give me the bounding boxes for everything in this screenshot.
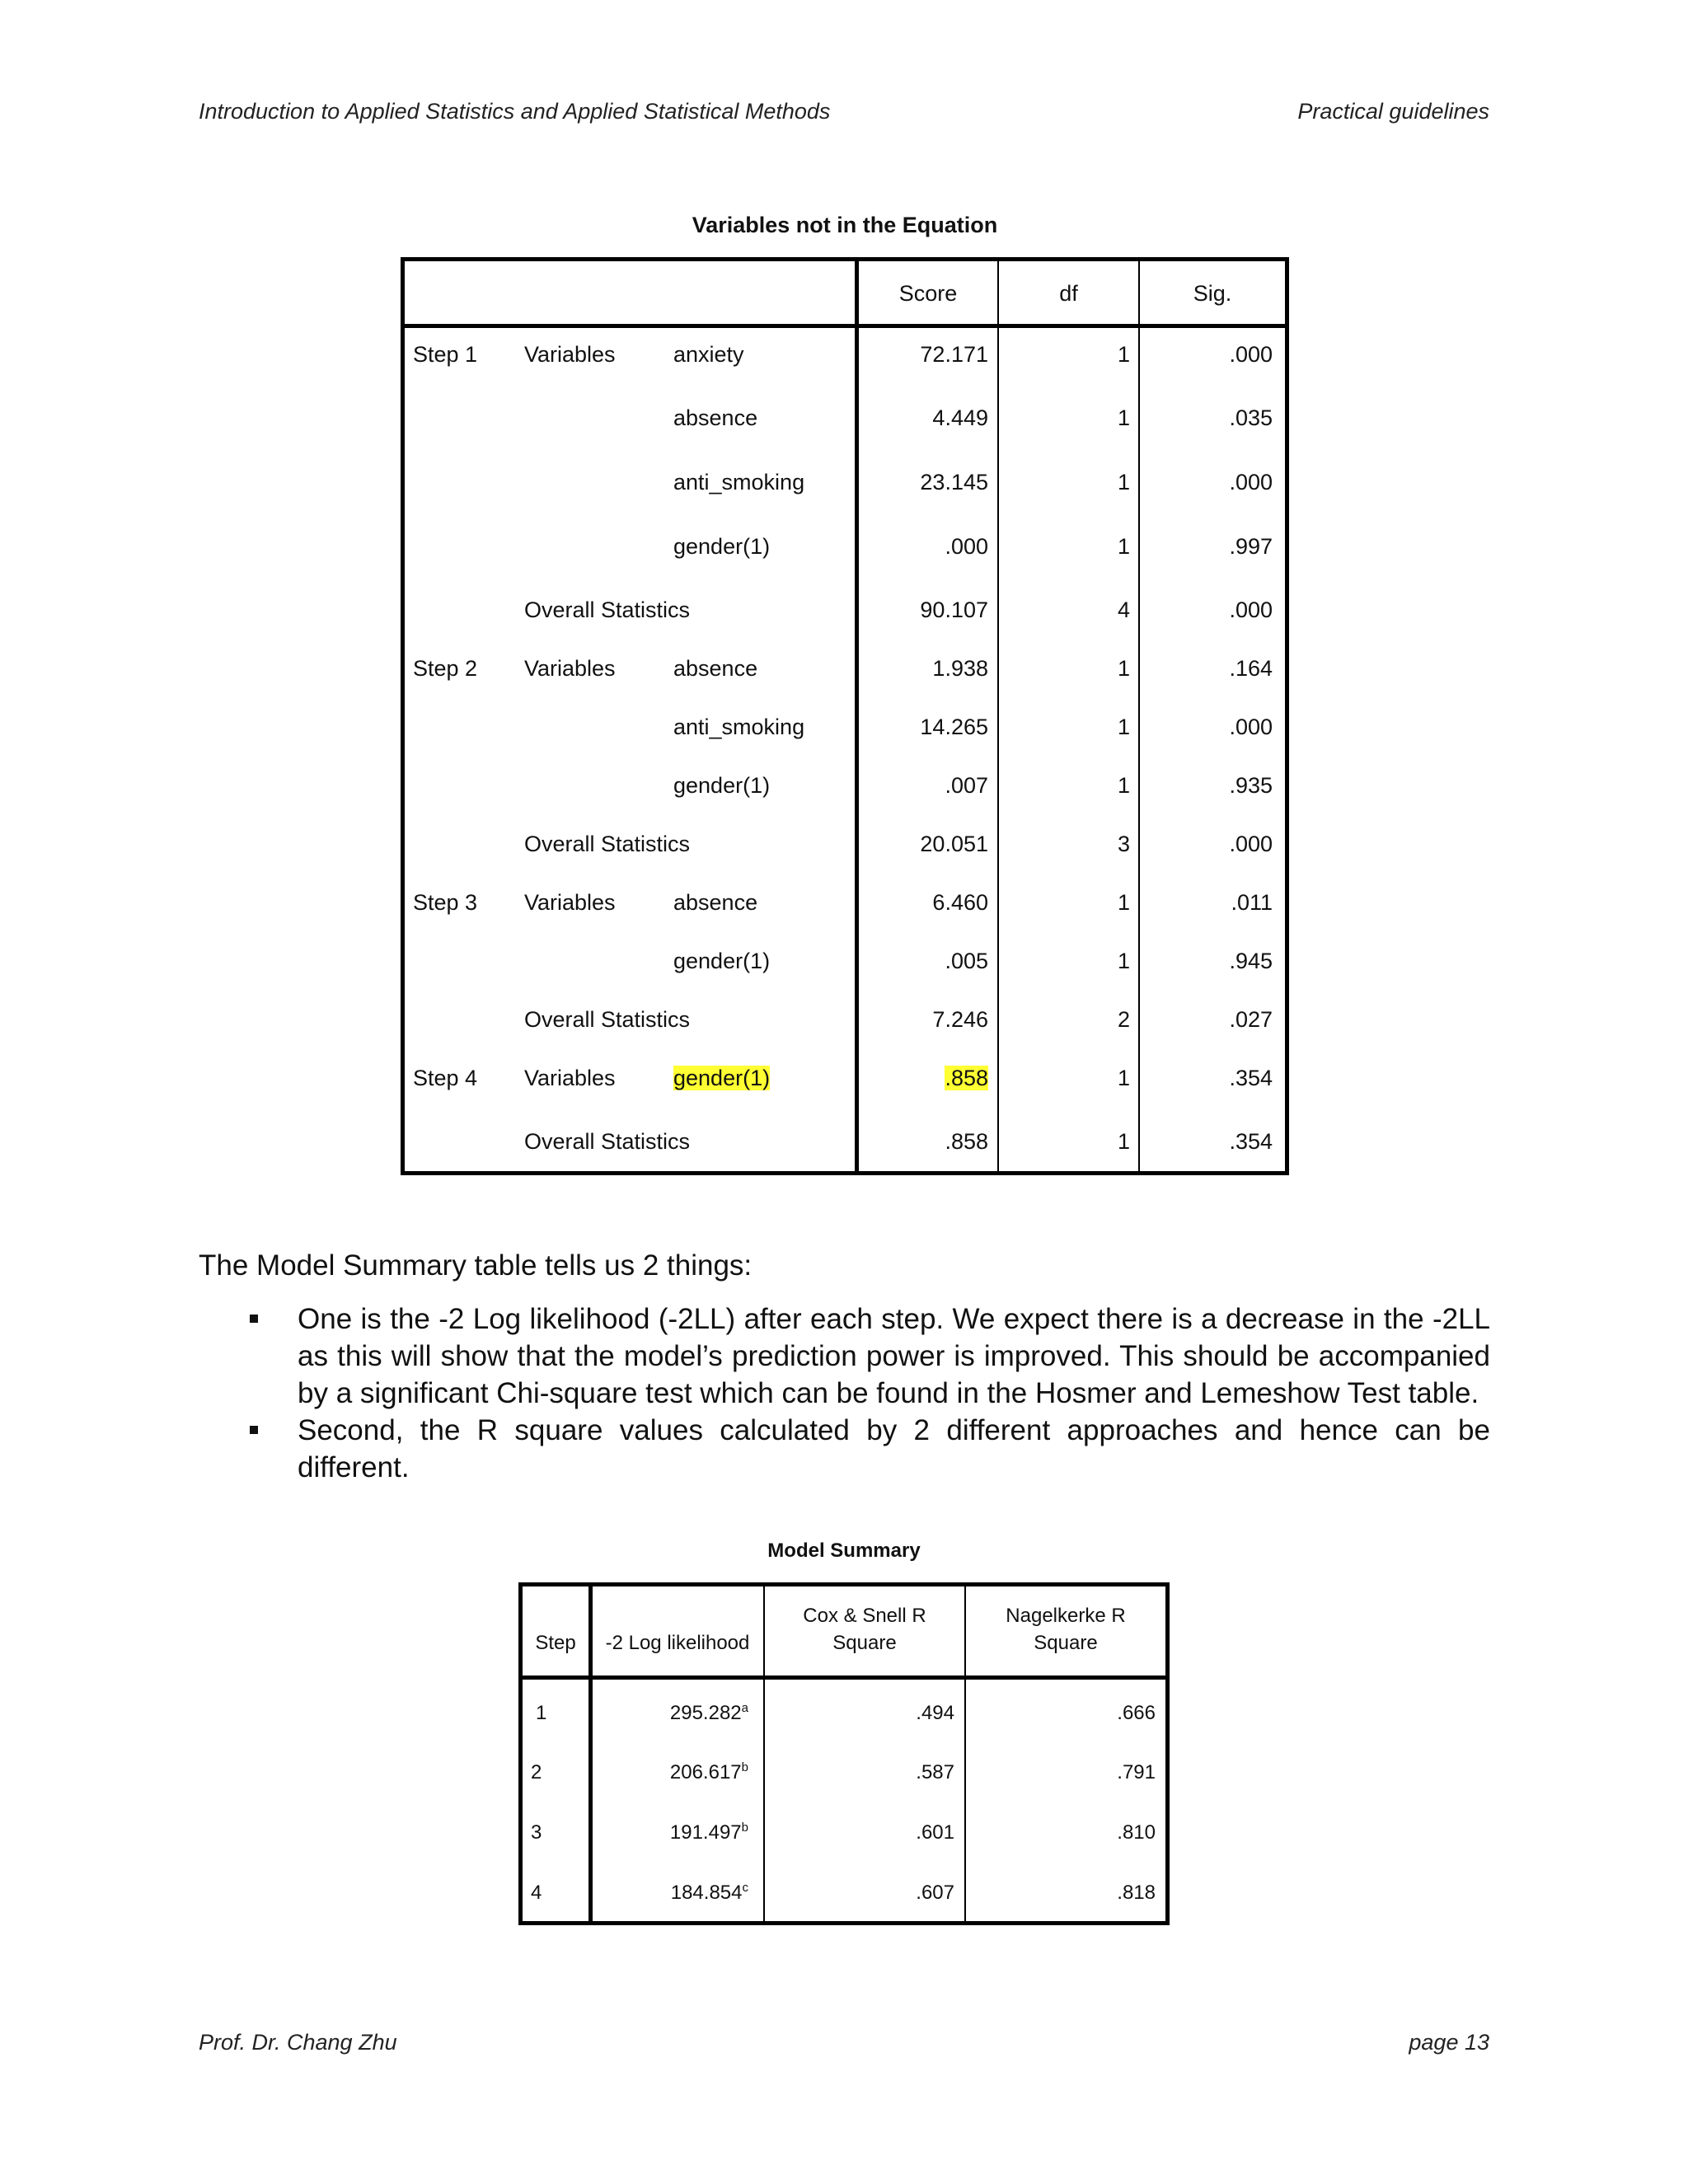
bullet-item [199, 1301, 1490, 1412]
row-sig [1140, 1129, 1273, 1154]
row-sig [1140, 1066, 1273, 1090]
row-sig [1140, 405, 1273, 430]
row-sig [1140, 342, 1273, 367]
row-variable-name-text: absence [673, 405, 758, 430]
row-df [999, 715, 1130, 739]
row-variable-name-text: gender(1) [673, 949, 771, 973]
row-variable-name [673, 405, 757, 430]
summary-row-ll [592, 1761, 748, 1784]
row-variable-name-text: gender(1) [673, 773, 771, 798]
row-df-text: 1 [1117, 342, 1130, 367]
row-sig-text: .000 [1229, 715, 1273, 739]
row-variable-name-text: anti_smoking [673, 715, 805, 739]
table2-col-cox-line1: Cox & Snell R [803, 1605, 926, 1627]
row-variable-name-text: absence [673, 656, 758, 681]
summary-row-ll-text: 184.854 [670, 1882, 743, 1904]
bullet-item [199, 1412, 1490, 1486]
summary-row-step-text: 3 [531, 1821, 542, 1844]
summary-row-cox-text: .494 [916, 1702, 954, 1724]
row-score [859, 832, 988, 856]
summary-row-step-text: 4 [531, 1882, 542, 1904]
row-score-text: .000 [945, 534, 988, 559]
table1-header-rule [405, 324, 1285, 328]
summary-row-ll [592, 1882, 748, 1905]
summary-row-ll [592, 1702, 748, 1725]
row-group-label-text: Variables [524, 890, 616, 915]
row-sig [1140, 656, 1273, 681]
summary-row-cox [765, 1702, 954, 1725]
bullet-square-icon [250, 1315, 258, 1323]
summary-row-nag-text: .791 [1117, 1761, 1156, 1783]
row-variable-name [673, 656, 757, 681]
row-score [859, 890, 988, 915]
row-df-text: 1 [1117, 890, 1130, 915]
table2-col-ll: -2 Log likelihood [605, 1632, 750, 1654]
row-group-label-text: Overall Statistics [524, 598, 691, 622]
table2-col-nag-line2: Square [1034, 1632, 1098, 1654]
row-sig [1140, 890, 1273, 915]
row-score-text: 72.171 [920, 342, 988, 367]
row-score-text: .005 [945, 949, 988, 973]
row-score [859, 949, 988, 973]
row-step-label-text: Step 2 [413, 656, 478, 681]
row-df-text: 1 [1117, 1066, 1130, 1090]
row-score [859, 598, 988, 622]
bullet-text: One is the -2 Log likelihood (-2LL) after each step. We expect there is a decrease in the -2LL as this will show that the model’s prediction power is improved. This should be accompanied by a significant Chi-square test which can be found in the Hosmer and Lemeshow Test table. [298, 1303, 1490, 1409]
row-sig-text: .354 [1229, 1066, 1273, 1090]
summary-row-nag-text: .818 [1117, 1882, 1156, 1904]
row-df-text: 1 [1117, 534, 1130, 559]
row-df-text: 1 [1117, 1129, 1130, 1154]
row-step-label-text: Step 3 [413, 890, 478, 915]
bullet-square-icon [250, 1426, 258, 1434]
table2-col-step: Step [535, 1632, 576, 1654]
row-df [999, 890, 1130, 915]
row-score-text: 1.938 [932, 656, 988, 681]
row-step-label-text: Step 4 [413, 1066, 478, 1090]
row-sig-text: .164 [1229, 656, 1273, 681]
row-sig [1140, 773, 1273, 798]
table2-col-nag-line1: Nagelkerke R [1006, 1605, 1126, 1627]
table2-title: Model Summary [767, 1540, 921, 1562]
row-group-label [524, 1066, 616, 1090]
summary-row-nag [966, 1821, 1156, 1844]
row-sig-text: .997 [1229, 534, 1273, 559]
row-sig [1140, 598, 1273, 622]
summary-row-cox-text: .587 [916, 1761, 954, 1783]
row-score [859, 1007, 988, 1032]
row-sig [1140, 949, 1273, 973]
row-score [859, 534, 988, 559]
row-variable-name [673, 534, 770, 559]
row-score-text: 23.145 [920, 470, 988, 494]
row-variable-name-text: anti_smoking [673, 470, 805, 494]
summary-row-nag [966, 1882, 1156, 1905]
row-group-label-text: Variables [524, 342, 616, 367]
row-df-text: 3 [1117, 832, 1130, 856]
row-step-label [413, 890, 477, 915]
row-variable-name-text: gender(1) [673, 534, 771, 559]
summary-row-step [531, 1821, 542, 1844]
row-group-label-text: Overall Statistics [524, 832, 691, 856]
row-df-text: 2 [1117, 1007, 1130, 1032]
model-summary-table [518, 1582, 1170, 1925]
row-group-label-text: Overall Statistics [524, 1129, 691, 1154]
row-group-label [524, 598, 690, 622]
intro-text: The Model Summary table tells us 2 things: [199, 1249, 753, 1282]
summary-row-step-text: 2 [531, 1761, 542, 1783]
row-df [999, 949, 1130, 973]
row-score-text: 4.449 [932, 405, 988, 430]
row-df [999, 405, 1130, 430]
row-sig-text: .035 [1229, 405, 1273, 430]
row-df [999, 832, 1130, 856]
row-sig-text: .935 [1229, 773, 1273, 798]
variables-not-in-equation-table [401, 257, 1289, 1175]
page-header-right: Practical guidelines [1297, 99, 1489, 124]
row-group-label [524, 1007, 690, 1032]
row-variable-name [673, 470, 804, 494]
row-group-label-text: Variables [524, 1066, 616, 1090]
row-df [999, 534, 1130, 559]
row-group-label-text: Overall Statistics [524, 1007, 691, 1032]
footnote-marker: a [741, 1701, 748, 1715]
row-df [999, 1129, 1130, 1154]
row-score-text: .858 [945, 1066, 988, 1090]
row-variable-name [673, 890, 757, 915]
row-group-label [524, 656, 616, 681]
row-sig-text: .027 [1229, 1007, 1273, 1032]
row-score [859, 1129, 988, 1154]
row-score-text: .858 [945, 1129, 988, 1154]
row-score-text: 14.265 [920, 715, 988, 739]
summary-row-step-text: 1 [536, 1702, 547, 1724]
summary-row-nag-text: .666 [1117, 1702, 1156, 1724]
footnote-marker: b [741, 1821, 748, 1835]
row-sig [1140, 832, 1273, 856]
row-df [999, 773, 1130, 798]
row-variable-name [673, 1066, 770, 1090]
row-variable-name [673, 342, 744, 367]
summary-row-step [531, 1761, 542, 1784]
summary-row-nag [966, 1761, 1156, 1784]
row-df-text: 1 [1117, 405, 1130, 430]
summary-row-cox [765, 1882, 954, 1905]
row-df [999, 1007, 1130, 1032]
row-sig-text: .354 [1229, 1129, 1273, 1154]
row-df-text: 4 [1117, 598, 1130, 622]
row-df-text: 1 [1117, 715, 1130, 739]
row-df-text: 1 [1117, 656, 1130, 681]
row-group-label-text: Variables [524, 656, 616, 681]
row-score [859, 470, 988, 494]
row-sig [1140, 1007, 1273, 1032]
row-sig-text: .000 [1229, 598, 1273, 622]
row-group-label [524, 1129, 690, 1154]
row-step-label [413, 656, 477, 681]
row-variable-name [673, 715, 804, 739]
row-sig-text: .011 [1231, 890, 1273, 915]
row-step-label [413, 342, 477, 367]
row-step-label [413, 1066, 477, 1090]
footnote-marker: b [741, 1760, 748, 1774]
summary-row-cox-text: .607 [916, 1882, 954, 1904]
table2-header-rule [523, 1675, 1165, 1680]
row-score-text: 7.246 [932, 1007, 988, 1032]
row-sig [1140, 715, 1273, 739]
footnote-marker: c [742, 1881, 748, 1895]
summary-row-step [531, 1882, 542, 1905]
page-footer-right: page 13 [1409, 2030, 1489, 2055]
summary-row-cox [765, 1821, 954, 1844]
bullet-list [199, 1301, 1490, 1486]
table1-col-sig: Sig. [1193, 281, 1232, 306]
row-sig-text: .000 [1229, 342, 1273, 367]
summary-row-ll-text: 191.497 [669, 1821, 742, 1844]
row-sig-text: .000 [1229, 832, 1273, 856]
summary-row-cox-text: .601 [916, 1821, 954, 1844]
bullet-text: Second, the R square values calculated by 2 different approaches and hence can be different. [298, 1414, 1490, 1483]
row-score [859, 1066, 988, 1090]
summary-row-nag-text: .810 [1117, 1821, 1156, 1844]
row-score-text: 6.460 [932, 890, 988, 915]
row-score [859, 773, 988, 798]
row-variable-name-text: absence [673, 890, 758, 915]
row-step-label-text: Step 1 [413, 342, 478, 367]
summary-row-ll-text: 295.282 [669, 1702, 742, 1724]
summary-row-ll-text: 206.617 [669, 1761, 742, 1783]
row-sig [1140, 470, 1273, 494]
row-sig-text: .945 [1229, 949, 1273, 973]
row-variable-name [673, 949, 770, 973]
row-score [859, 342, 988, 367]
row-variable-name [673, 773, 770, 798]
row-score [859, 715, 988, 739]
summary-row-ll [592, 1821, 748, 1844]
summary-row-step [536, 1702, 546, 1725]
row-score-text: .007 [945, 773, 988, 798]
row-df-text: 1 [1117, 949, 1130, 973]
table1-col-score: Score [898, 281, 958, 306]
row-df [999, 342, 1130, 367]
row-df [999, 598, 1130, 622]
table1-col-df: df [1059, 281, 1078, 306]
summary-row-cox [765, 1761, 954, 1784]
row-sig [1140, 534, 1273, 559]
row-score-text: 20.051 [920, 832, 988, 856]
page-footer-left: Prof. Dr. Chang Zhu [199, 2030, 397, 2055]
row-df [999, 1066, 1130, 1090]
table2-col-cox-line2: Square [832, 1632, 897, 1654]
row-score [859, 405, 988, 430]
row-df [999, 470, 1130, 494]
row-df [999, 656, 1130, 681]
row-sig-text: .000 [1229, 470, 1273, 494]
row-df-text: 1 [1117, 470, 1130, 494]
row-group-label [524, 342, 616, 367]
page-header-left: Introduction to Applied Statistics and Applied Statistical Methods [199, 99, 831, 124]
row-score-text: 90.107 [920, 598, 988, 622]
row-score [859, 656, 988, 681]
row-group-label [524, 890, 616, 915]
summary-row-nag [966, 1702, 1156, 1725]
row-variable-name-text: gender(1) [673, 1066, 771, 1090]
row-variable-name-text: anxiety [673, 342, 744, 367]
row-group-label [524, 832, 690, 856]
row-df-text: 1 [1117, 773, 1130, 798]
table1-title: Variables not in the Equation [692, 213, 998, 237]
